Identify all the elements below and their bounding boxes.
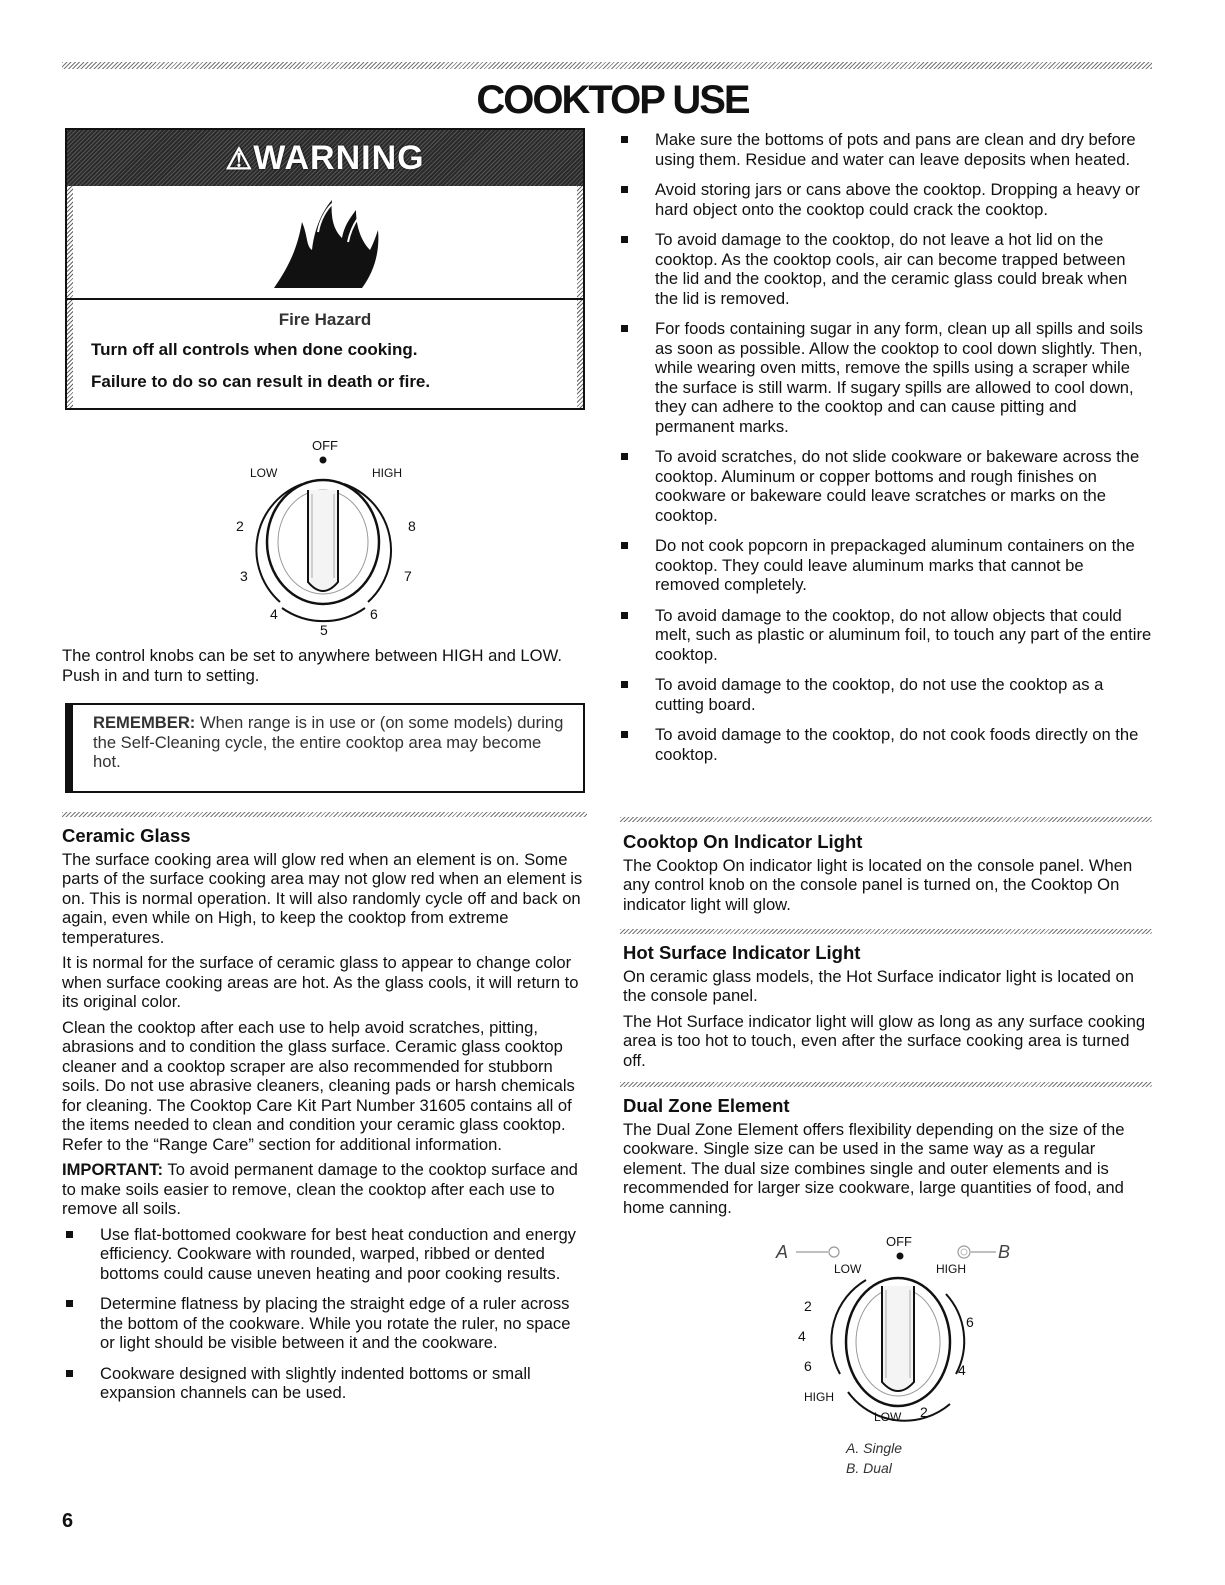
knob2-a: A <box>776 1242 789 1262</box>
hot-surface-p1: On ceramic glass models, the Hot Surface indicator light is located on the console panel. <box>623 966 1134 1005</box>
list-item <box>617 319 1152 436</box>
knob1-7: 7 <box>404 568 412 584</box>
knob2-low: LOW <box>834 1262 862 1276</box>
ceramic-heading: Ceramic Glass <box>62 825 191 846</box>
remember-text: When range is in use or (on some models) during the Self-Cleaning cycle, the entire cooktop area may become hot. <box>93 713 564 771</box>
top-rule <box>62 62 1152 69</box>
bullet-text: To avoid damage to the cooktop, do not leave a hot lid on the cooktop. As the cooktop cools, air can become trapped between the lid and the cooktop, and the ceramic glass could break when the lid is removed. <box>655 230 1128 308</box>
bullet-text: Use flat-bottomed cookware for best heat conduction and energy efficiency. Cookware with rounded, warped, ribbed or dented bottoms could cause uneven heating and poor cooking results. <box>100 1224 576 1283</box>
list-item <box>617 606 1152 665</box>
knob1-2: 2 <box>236 518 244 534</box>
caption-single: A. Single <box>846 1440 903 1456</box>
list-item <box>617 230 1152 308</box>
dual-heading: Dual Zone Element <box>623 1095 790 1116</box>
bullet-icon <box>621 453 628 460</box>
bullet-icon <box>621 542 628 549</box>
warning-hazard: Fire Hazard <box>278 310 372 329</box>
bullet-icon <box>621 612 628 619</box>
important-label: IMPORTANT: <box>62 1160 164 1179</box>
knob-diagram-2 <box>770 1234 1020 1484</box>
warning-side-right <box>577 186 583 298</box>
knob2-4b: 4 <box>958 1362 966 1378</box>
knob1-off: OFF <box>312 438 338 453</box>
rule-ceramic <box>62 812 587 817</box>
fire-hazard-icon <box>262 192 392 292</box>
list-item <box>617 180 1152 219</box>
list-item <box>62 1364 587 1403</box>
list-item <box>62 1225 587 1284</box>
dual-section <box>623 1096 1153 1223</box>
bullet-icon <box>66 1231 73 1238</box>
knob2-6a: 6 <box>804 1358 812 1374</box>
bullet-text: Do not cook popcorn in prepackaged aluminum containers on the cooktop. They could leave aluminum marks that cannot be removed completely. <box>655 536 1135 594</box>
dual-text: The Dual Zone Element offers flexibility depending on the size of the cookware. Single size can be used in the same way as a regular element. The dual size combines single and outer elements and is recommended for larger size cookware, large quantities of food, and home canning. <box>623 1119 1125 1217</box>
knob2-2a: 2 <box>804 1298 812 1314</box>
knob2-2b: 2 <box>920 1404 928 1420</box>
knob2-off: OFF <box>886 1234 912 1249</box>
hot-surface-p2: The Hot Surface indicator light will glow as long as any surface cooking area is too hot to touch, even after the surface cooking area is turned off. <box>623 1011 1146 1070</box>
knob2-6b: 6 <box>966 1314 974 1330</box>
rule-dual <box>620 1082 1152 1087</box>
warning-body <box>67 300 583 408</box>
bullet-icon <box>66 1370 73 1377</box>
list-item <box>62 1294 587 1353</box>
page-title: COOKTOP USE <box>476 78 749 122</box>
bullet-text: To avoid damage to the cooktop, do not allow objects that could melt, such as plastic or aluminum foil, to touch any part of the entire cooktop. <box>655 605 1152 664</box>
bullet-icon <box>66 1300 73 1307</box>
rule-hot-surface <box>620 929 1152 934</box>
warning-box <box>65 128 585 410</box>
ceramic-p3: Clean the cooktop after each use to help avoid scratches, pitting, abrasions and to condition the glass surface. Ceramic glass cooktop cleaner and a cooktop scraper are also recommended for stubborn soils. Do not use abrasive cleaners, cleaning pads or harsh chemicals for cleaning. The Cooktop Care Kit Part Number 31605 contains all of the items needed to clean and condition your ceramic glass cooktop. Refer to the “Range Care” section for additional information. <box>62 1017 575 1154</box>
page-number: 6 <box>62 1510 74 1532</box>
indicator-section <box>623 832 1153 920</box>
ceramic-section <box>62 826 587 1414</box>
warning-side-left <box>67 186 73 298</box>
right-bullets <box>617 130 1152 775</box>
knob2-high: HIGH <box>936 1262 966 1276</box>
list-item <box>617 536 1152 595</box>
bullet-icon <box>621 325 628 332</box>
bullet-icon <box>621 136 628 143</box>
knob-text: The control knobs can be set to anywhere between HIGH and LOW. Push in and turn to setting. <box>62 646 562 685</box>
bullet-icon <box>621 731 628 738</box>
bullet-text: To avoid scratches, do not slide cookware or bakeware across the cooktop. Aluminum or copper bottoms and rough finishes on cookware or bakeware could leave scratches or marks on the cooktop. <box>655 447 1140 525</box>
list-item <box>617 725 1152 764</box>
knob-diagram-1 <box>220 432 430 642</box>
bullet-text: Make sure the bottoms of pots and pans are clean and dry before using them. Residue and water can leave deposits when heated. <box>655 130 1136 169</box>
warning-line-2: Failure to do so can result in death or fire. <box>91 372 431 391</box>
caption-dual: B. Dual <box>846 1460 892 1476</box>
knob1-6: 6 <box>370 606 378 622</box>
rule-indicator <box>620 817 1152 822</box>
bullet-icon <box>621 236 628 243</box>
hot-surface-section <box>623 943 1153 1076</box>
indicator-heading: Cooktop On Indicator Light <box>623 831 863 852</box>
list-item <box>617 675 1152 714</box>
warning-line-1: Turn off all controls when done cooking. <box>91 340 418 359</box>
knob-description <box>62 646 582 691</box>
bullet-icon <box>621 186 628 193</box>
remember-label: REMEMBER: <box>93 713 196 732</box>
bullet-text: To avoid damage to the cooktop, do not use the cooktop as a cutting board. <box>655 675 1104 714</box>
ceramic-p1: The surface cooking area will glow red when an element is on. Some parts of the surface cooking area may not glow red when an element is on. This is normal operation. It will also randomly cycle off and back on again, even while on High, to keep the cooktop from extreme temperatures. <box>62 849 583 947</box>
knob1-low: LOW <box>250 466 278 480</box>
knob1-3: 3 <box>240 568 248 584</box>
bullet-text: Determine flatness by placing the straight edge of a ruler across the bottom of the cookware. While you rotate the ruler, no space or light should be visible between it and the cookware. <box>100 1294 571 1352</box>
indicator-text: The Cooktop On indicator light is located on the console panel. When any control knob on the console panel is turned on, the Cooktop On indicator light will glow. <box>623 855 1133 914</box>
knob-1-graphic <box>220 432 430 642</box>
knob2-4a: 4 <box>798 1328 806 1344</box>
knob1-4: 4 <box>270 606 278 622</box>
list-item <box>617 130 1152 169</box>
knob1-high: HIGH <box>372 466 402 480</box>
important-text: To avoid permanent damage to the cooktop surface and to make soils easier to remove, clean the cooktop after each use to remove all soils. <box>62 1160 578 1218</box>
knob1-8: 8 <box>408 518 416 534</box>
bullet-text: Avoid storing jars or cans above the cooktop. Dropping a heavy or hard object onto the cooktop could crack the cooktop. <box>655 180 1140 219</box>
knob2-high2: HIGH <box>804 1390 834 1404</box>
knob1-5: 5 <box>320 622 328 638</box>
fire-image-area <box>67 186 583 300</box>
bullet-text: Cookware designed with slightly indented bottoms or small expansion channels can be used. <box>100 1363 531 1402</box>
ceramic-important <box>62 1160 587 1219</box>
warning-heading: WARNING <box>253 139 425 177</box>
knob2-low2: LOW <box>874 1410 902 1424</box>
knob2-b: B <box>998 1242 1011 1262</box>
list-item <box>617 447 1152 525</box>
ceramic-p2: It is normal for the surface of ceramic glass to appear to change color when surface cooking areas are hot. As the glass cools, it will return to its original color. <box>62 953 579 1011</box>
warning-header <box>67 130 583 186</box>
hot-surface-heading: Hot Surface Indicator Light <box>623 942 861 963</box>
bullet-icon <box>621 681 628 688</box>
bullet-text: For foods containing sugar in any form, clean up all spills and soils as soon as possible. Allow the cooktop to cool down slightly. Then, while wearing oven mitts, remove the spills using a scraper while the surface is still warm. If sugary spills are allowed to cool down, they can adhere to the cooktop and can cause pitting and permanent marks. <box>655 319 1143 436</box>
remember-box <box>65 703 585 793</box>
bullet-text: To avoid damage to the cooktop, do not cook foods directly on the cooktop. <box>655 725 1139 764</box>
warning-triangle-icon: ⚠ <box>225 143 254 176</box>
